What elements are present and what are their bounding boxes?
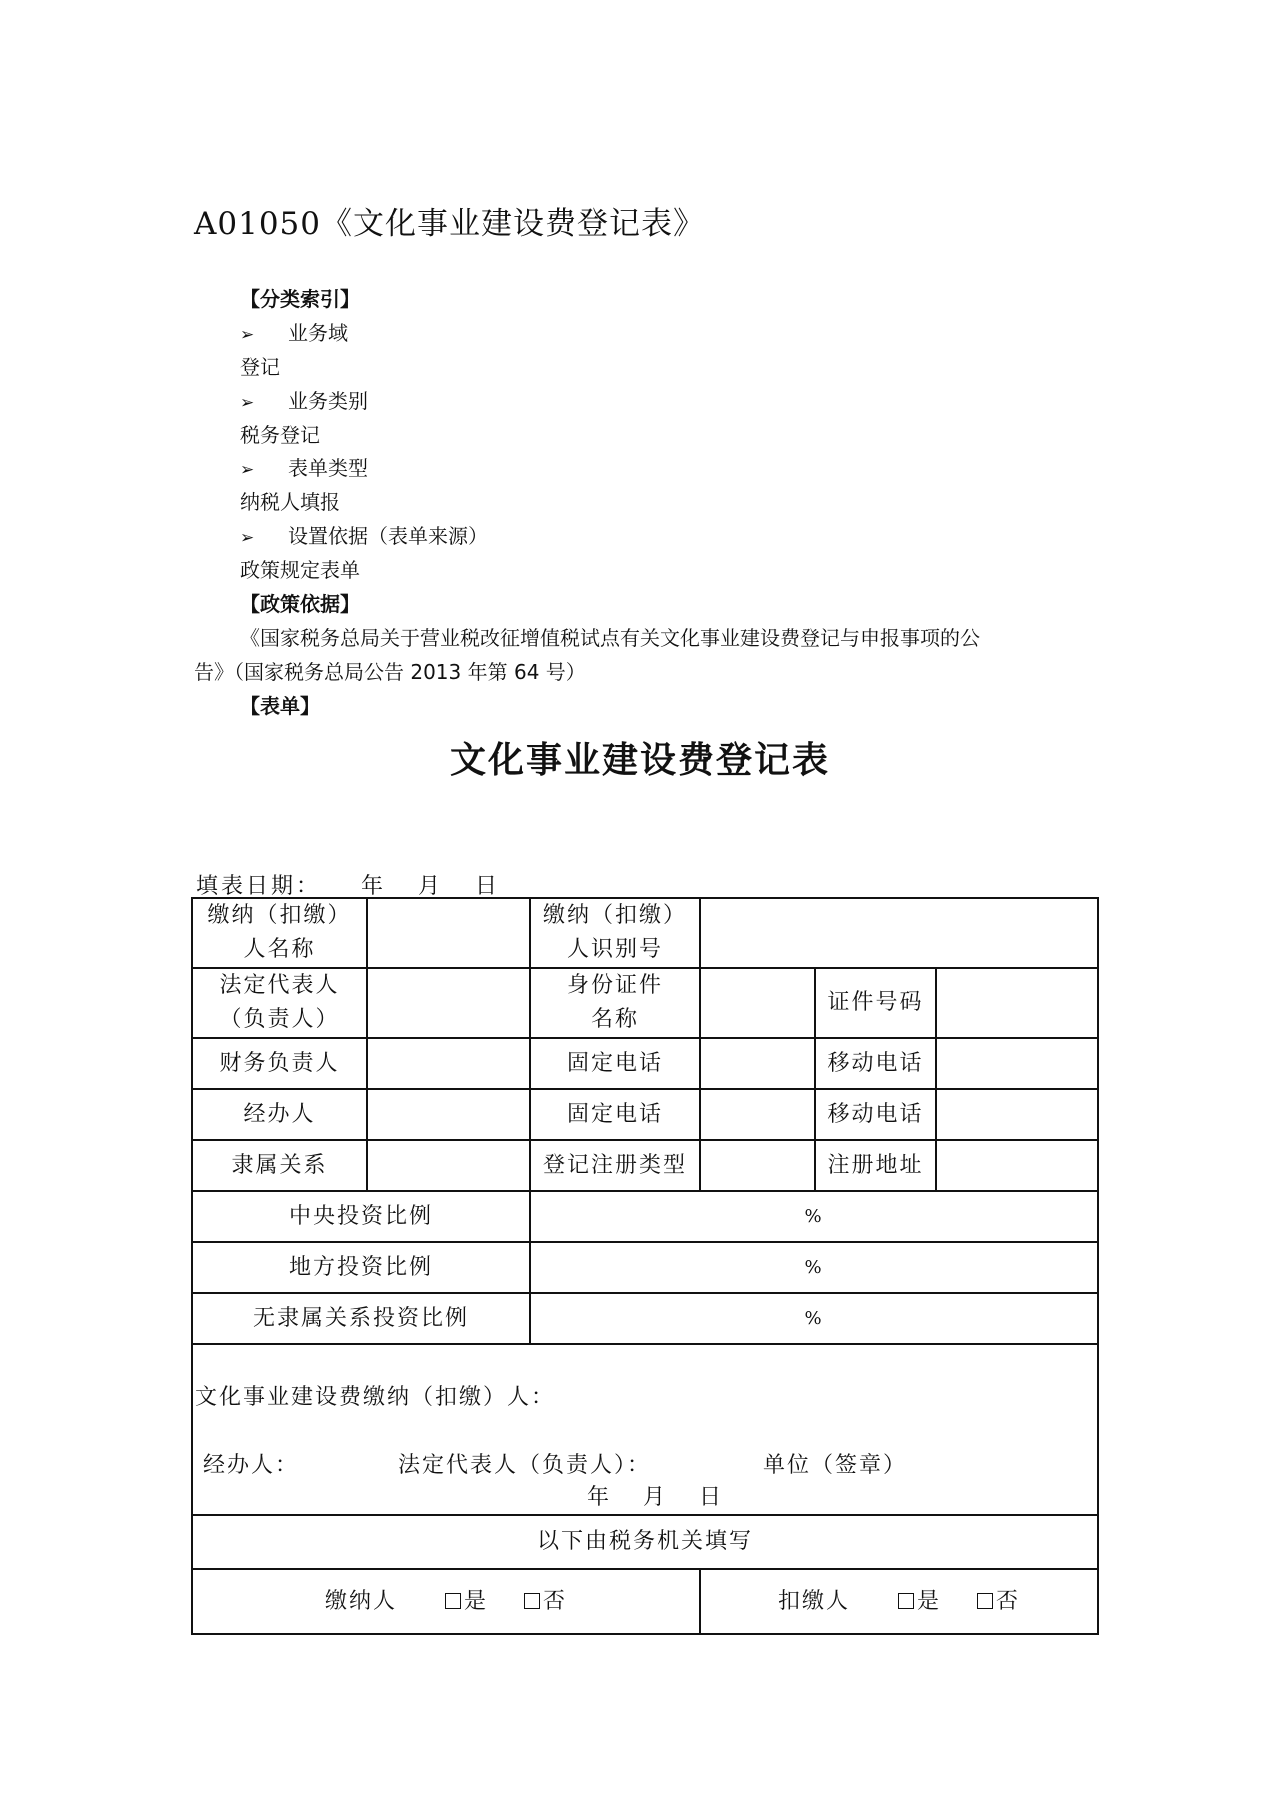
payer-label: 缴纳人: [324, 1588, 397, 1614]
unit-seal-label: 单位（签章）: [763, 1453, 908, 1478]
withholder-choice-cell: [700, 1569, 1098, 1634]
payer-name-field[interactable]: [367, 898, 530, 968]
index-item-form-type: ➢ 表单类型: [240, 456, 368, 480]
id-doc-label: 身份证件 名称: [530, 968, 700, 1038]
handler-landline-label: 固定电话: [530, 1089, 700, 1140]
affiliation-field[interactable]: [367, 1140, 530, 1191]
index-item-basis: ➢ 设置依据（表单来源）: [240, 524, 488, 548]
finance-landline-label: 固定电话: [530, 1038, 700, 1089]
table-row: [192, 1242, 1098, 1293]
central-ratio-field[interactable]: [530, 1191, 1098, 1242]
policy-text-line-2: 告》（国家税务总局公告 2013 年第 64 号）: [194, 660, 586, 684]
legal-rep-field[interactable]: [367, 968, 530, 1038]
index-value-domain: 登记: [240, 355, 280, 379]
payer-name-label: 缴纳（扣缴） 人名称: [192, 898, 367, 968]
table-row: [192, 1569, 1098, 1634]
table-row: [192, 1293, 1098, 1344]
handler-field[interactable]: [367, 1089, 530, 1140]
payer-choice-cell: [192, 1569, 700, 1634]
percent-sign: %: [804, 1257, 824, 1278]
policy-text-line-1: 《国家税务总局关于营业税改征增值税试点有关文化事业建设费登记与申报事项的公: [240, 626, 980, 650]
table-row: [192, 1515, 1098, 1569]
affiliation-label: 隶属关系: [192, 1140, 367, 1191]
payer-id-field[interactable]: [700, 898, 1098, 968]
table-row: [192, 1038, 1098, 1089]
arrow-bullet-icon: ➢: [240, 528, 255, 548]
finance-mobile-field[interactable]: [936, 1038, 1098, 1089]
payer-no-checkbox[interactable]: 否: [524, 1589, 567, 1614]
table-row: [192, 898, 1098, 968]
table-row: [192, 968, 1098, 1038]
reg-type-label: 登记注册类型: [530, 1140, 700, 1191]
handler-label: 经办人: [192, 1089, 367, 1140]
percent-sign: %: [804, 1308, 824, 1329]
form-header: 【表单】: [240, 694, 320, 718]
handler-mobile-field[interactable]: [936, 1089, 1098, 1140]
index-value-basis: 政策规定表单: [240, 558, 360, 582]
signature-area[interactable]: [192, 1344, 1098, 1515]
table-row: [192, 1140, 1098, 1191]
legal-rep-signature-label: 法定代表人（负责人）：: [398, 1453, 652, 1478]
registration-table: [191, 897, 1099, 1635]
arrow-bullet-icon: ➢: [240, 325, 255, 345]
index-value-category: 税务登记: [240, 423, 320, 447]
local-ratio-label: 地方投资比例: [192, 1242, 530, 1293]
checkbox-icon: [977, 1593, 993, 1609]
signature-row: [192, 1344, 1098, 1515]
withholder-yes-checkbox[interactable]: 是: [898, 1589, 941, 1614]
index-item-domain: ➢ 业务域: [240, 321, 348, 345]
signature-date: 年 月 日: [587, 1485, 724, 1510]
table-row: [192, 1089, 1098, 1140]
finance-head-field[interactable]: [367, 1038, 530, 1089]
reg-type-field[interactable]: [700, 1140, 815, 1191]
policy-header: 【政策依据】: [240, 592, 360, 616]
percent-sign: %: [804, 1206, 824, 1227]
legal-rep-label: 法定代表人 （负责人）: [192, 968, 367, 1038]
checkbox-icon: [445, 1593, 461, 1609]
finance-landline-field[interactable]: [700, 1038, 815, 1089]
index-value-form-type: 纳税人填报: [240, 490, 340, 514]
form-title: 文化事业建设费登记表: [449, 740, 830, 781]
tax-office-header: 以下由税务机关填写: [192, 1515, 1098, 1569]
withholder-no-checkbox[interactable]: 否: [977, 1589, 1020, 1614]
table-row: [192, 1191, 1098, 1242]
arrow-bullet-icon: ➢: [240, 393, 255, 413]
payer-signature-line: 文化事业建设费缴纳（扣缴）人：: [195, 1385, 556, 1410]
handler-landline-field[interactable]: [700, 1089, 815, 1140]
finance-head-label: 财务负责人: [192, 1038, 367, 1089]
index-item-category: ➢ 业务类别: [240, 389, 368, 413]
none-ratio-field[interactable]: [530, 1293, 1098, 1344]
fill-date: 填表日期： 年 月 日: [196, 874, 501, 899]
reg-address-field[interactable]: [936, 1140, 1098, 1191]
local-ratio-field[interactable]: [530, 1242, 1098, 1293]
reg-address-label: 注册地址: [815, 1140, 936, 1191]
payer-yes-checkbox[interactable]: 是: [445, 1589, 488, 1614]
none-ratio-label: 无隶属关系投资比例: [192, 1293, 530, 1344]
checkbox-icon: [898, 1593, 914, 1609]
withholder-label: 扣缴人: [777, 1588, 850, 1614]
index-header: 【分类索引】: [240, 287, 360, 311]
id-doc-field[interactable]: [700, 968, 815, 1038]
id-number-label: 证件号码: [815, 968, 936, 1038]
finance-mobile-label: 移动电话: [815, 1038, 936, 1089]
central-ratio-label: 中央投资比例: [192, 1191, 530, 1242]
document-title: A01050《文化事业建设费登记表》: [194, 206, 706, 242]
payer-id-label: 缴纳（扣缴） 人识别号: [530, 898, 700, 968]
arrow-bullet-icon: ➢: [240, 460, 255, 480]
id-number-field[interactable]: [936, 968, 1098, 1038]
checkbox-icon: [524, 1593, 540, 1609]
handler-mobile-label: 移动电话: [815, 1089, 936, 1140]
handler-signature-label: 经办人：: [203, 1453, 300, 1478]
